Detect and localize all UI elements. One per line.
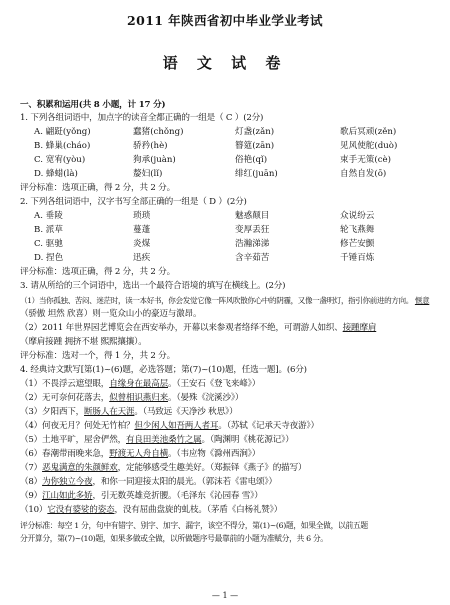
poem-source: 。（晏殊《浣溪沙》） <box>167 393 244 403</box>
q2-option: 变厚丢狂 <box>235 225 270 235</box>
q1-option: C. 宽宥(yòu) <box>34 155 86 165</box>
poem-prompt: （3）夕阳西下， <box>20 407 85 417</box>
q3-options-2: （摩肩接踵 拥挤不堪 熙熙攘攘）。 <box>20 337 147 347</box>
poem-line <box>20 393 243 404</box>
q1-option: 蠢猪(chǒng) <box>133 127 184 137</box>
poem-answer: 它没有婆娑的姿态 <box>47 505 115 515</box>
q1-option: 嫠妇(lǐ) <box>133 169 163 179</box>
poem-answer: 野渡无人舟自横 <box>109 449 168 459</box>
q2-option: 蔓蓬 <box>133 225 151 235</box>
q1-option: D. 蜂蜡(là) <box>34 169 78 179</box>
poem-source: 。（苏轼《记承天寺夜游》） <box>218 421 319 431</box>
poem-line <box>20 449 260 460</box>
poem-prompt: （2）无可奈何花落去， <box>20 393 110 403</box>
q3-sentence-1 <box>20 295 429 306</box>
poem-line <box>20 505 282 516</box>
poem-line <box>20 463 306 474</box>
poem-source: 。（马致远《天净沙 秋思》） <box>134 407 238 417</box>
poem-line <box>20 477 277 488</box>
poem-prompt: （10） <box>20 505 48 515</box>
poem-source: ，没有屈曲盘旋的虬枝。（茅盾《白杨礼赞》） <box>114 505 283 515</box>
q2-scoring-note: 评分标准：选项正确，得 2 分，共 2 分。 <box>20 267 175 277</box>
q2-option: 众说纷云 <box>340 211 375 221</box>
q2-option: A. 垂陵 <box>34 211 63 221</box>
poem-source: ，引无数英雄竞折腰。（毛泽东《沁园春 雪》） <box>92 491 263 501</box>
q2-option: 魅惑颠目 <box>235 211 270 221</box>
q1-option: 俗艳(qǐ) <box>235 155 268 165</box>
poem-answer: 自缘身在最高层 <box>109 379 168 389</box>
q3-options-1: （骄傲 坦然 欣喜）则一览众山小的豪迈与激昂。 <box>20 309 202 319</box>
q3-answer-1: 惬意 <box>414 296 430 305</box>
q3-sentence-2-text: （2）2011 年世界园艺博览会在西安举办，开幕以来参观者络绎不绝，可谓游人如织、 <box>20 323 343 333</box>
q1-option: 骄矜(hè) <box>133 141 168 151</box>
poem-line <box>20 407 237 418</box>
q2-option: 轮飞燕舞 <box>340 225 375 235</box>
q2-option: 迅疾 <box>133 253 151 263</box>
q1-option: 见风使舵(duò) <box>340 141 398 151</box>
q2-option: 琐琐 <box>133 211 151 221</box>
q3-answer-2: 接踵摩肩 <box>342 323 377 333</box>
q4-scoring-note-1: 评分标准：每空 1 分，句中有错字、别字、加字、漏字，该空不得分，第(1)~(6)题，如果全做，以前五题 <box>20 521 368 530</box>
q2-option: 浩瀚涕涕 <box>235 239 270 249</box>
poem-line <box>20 379 260 390</box>
poem-line <box>20 421 319 432</box>
q1-option: 束手无策(cè) <box>340 155 391 165</box>
q2-option: 炎煤 <box>133 239 151 249</box>
poem-answer: 为你独立今夜 <box>42 477 93 487</box>
q2-option: 含辛茹苦 <box>235 253 270 263</box>
poem-prompt: （6）春潮带雨晚来急， <box>20 449 110 459</box>
poem-prompt: （9） <box>20 491 43 501</box>
poem-source: ，定能够感受生趣美好。（郑振铎《燕子》的描写） <box>117 463 307 473</box>
q1-option: 狗承(juàn) <box>133 155 176 165</box>
q1-option: 自然自发(ō) <box>340 169 387 179</box>
poem-answer: 恶鬼满意的朱颜鲜欢 <box>42 463 118 473</box>
poem-source: 。（王安石《登飞来峰》） <box>167 379 261 389</box>
poem-answer: 似曾相识燕归来 <box>109 393 168 403</box>
q1-scoring-note: 评分标准：选项正确，得 2 分，共 2 分。 <box>20 183 175 193</box>
q3-scoring-note: 评分标准：选对一个，得 1 分，共 2 分。 <box>20 351 175 361</box>
q2-option: D. 捏色 <box>34 253 64 263</box>
poem-line <box>20 435 294 446</box>
q2-option: 修芒安颤 <box>340 239 375 249</box>
section-heading: 一、积累和运用(共 8 小题，计 17 分) <box>20 100 166 110</box>
q2-option: C. 驱驰 <box>34 239 63 249</box>
poem-source: 。（陶渊明《桃花源记》） <box>201 435 294 445</box>
q1-option: 歌后冥顽(zěn) <box>340 127 397 137</box>
poem-prompt: （5）土地平旷，屋舍俨然， <box>20 435 126 445</box>
q3-sentence-2 <box>20 323 376 334</box>
poem-source: ，和你一同迎接太阳的晨光。（郭沫若《雷电颂》） <box>92 477 277 487</box>
poem-answer: 江山如此多娇 <box>42 491 93 501</box>
poem-prompt: （8） <box>20 477 43 487</box>
poem-prompt: （1）不畏浮云遮望眼， <box>20 379 110 389</box>
q1-option: 灯盏(zǎn) <box>235 127 275 137</box>
q1-option: 绯红(juān) <box>235 169 278 179</box>
q4-scoring-note-2: 分开算分，第(7)~(10)题，如果多做或全做，以所做题序号最靠前的小题为准赋分，共 6 分。 <box>20 534 328 543</box>
poem-answer: 断肠人在天涯 <box>84 407 135 417</box>
q2-option: B. 派草 <box>34 225 63 235</box>
q1-option: 簪筵(zān) <box>235 141 275 151</box>
page-number: — 1 — <box>211 591 239 600</box>
q3-sentence-1-text: （1）当你孤独、苦闷、迷茫时，读一本好书，你会发觉它像一阵风吹散你心中的阴霾，又像一盏明灯，指引你前进的方向。 <box>20 296 413 305</box>
q3-stem: 3. 请从所给的三个词语中，选出一个最符合语境的填写在横线上。(2分) <box>20 281 286 291</box>
q2-option: 千锤百炼 <box>340 253 375 263</box>
poem-answer: 但少闲人如吾两人者耳 <box>134 421 219 431</box>
poem-prompt: （4）何夜无月？何处无竹柏？ <box>20 421 135 431</box>
poem-source: 。（韦应物《滁州西涧》） <box>167 449 261 459</box>
q2-stem: 2. 下列各组词语中，汉字书写全部正确的一组是（ D ）(2分) <box>20 197 247 207</box>
paper-subtitle: 语 文 试 卷 <box>162 54 288 72</box>
poem-line <box>20 491 263 502</box>
poem-answer: 有良田美池桑竹之属 <box>126 435 202 445</box>
poem-prompt: （7） <box>20 463 43 473</box>
exam-title: 2011 年陕西省初中毕业学业考试 <box>127 13 323 28</box>
q1-option: A. 翩跹(yǒng) <box>34 127 91 137</box>
q1-option: B. 蜂巢(cháo) <box>34 141 91 151</box>
q4-stem: 4. 经典诗文默写[第(1)~(6)题，必选答题；第(7)~(10)题，任选一题]。(6分) <box>20 365 307 375</box>
q1-stem: 1. 下列各组词语中，加点字的读音全都正确的一组是（ C ）(2分) <box>20 113 264 123</box>
